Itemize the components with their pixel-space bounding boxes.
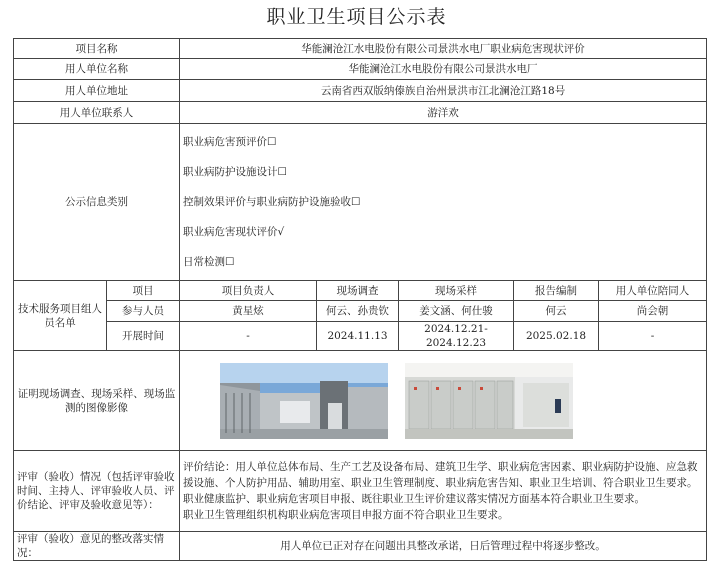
time-escort: -	[599, 322, 707, 351]
address-label: 用人单位地址	[14, 80, 180, 102]
project-name-row	[14, 39, 707, 59]
team-header-item: 项目	[107, 281, 180, 301]
rectification-label: 评审（验收）意见的整改落实情况：	[14, 532, 180, 561]
member-escort: 尚会朝	[599, 301, 707, 322]
rectification-value: 用人单位已正对存在问题出具整改承诺，日后管理过程中将逐步整改。	[180, 532, 707, 561]
review-content	[180, 451, 707, 532]
review-row	[14, 451, 707, 532]
option-status-evaluation: 职业病危害现状评价√	[183, 226, 285, 238]
site-photo-indoor	[405, 363, 573, 439]
employer-value: 华能澜沧江水电股份有限公司景洪水电厂	[180, 59, 707, 80]
site-photo-outdoor	[220, 363, 388, 439]
team-header-escort: 用人单位陪同人	[599, 281, 707, 301]
member-survey: 何云、孙贵钦	[317, 301, 399, 322]
disclosure-table	[13, 38, 707, 561]
contact-row	[14, 102, 707, 124]
team-label: 技术服务项目组人员名单	[14, 281, 107, 351]
review-label: 评审（验收）情况（包括评审验收时间、主持人、评审验收人员、评价结论、评审及验收意见等）：	[14, 451, 180, 532]
time-report: 2025.02.18	[514, 322, 599, 351]
member-sampling: 姜文涵、何仕骏	[399, 301, 514, 322]
photos-row	[14, 351, 707, 451]
team-header-survey: 现场调查	[317, 281, 399, 301]
employer-label: 用人单位名称	[14, 59, 180, 80]
contact-label: 用人单位联系人	[14, 102, 180, 124]
address-row	[14, 80, 707, 102]
member-lead: 黄星炫	[180, 301, 317, 322]
page-title: 职业卫生项目公示表	[266, 6, 447, 28]
time-sampling: 2024.12.21-2024.12.23	[399, 322, 514, 351]
time-lead: -	[180, 322, 317, 351]
project-name-value: 华能澜沧江水电股份有限公司景洪水电厂职业病危害现状评价	[180, 39, 707, 59]
info-category-options	[180, 124, 707, 281]
team-header-lead: 项目负责人	[180, 281, 317, 301]
address-value: 云南省西双版纳傣族自治州景洪市江北澜沧江路18号	[180, 80, 707, 102]
option-protection-design: 职业病防护设施设计☐	[183, 166, 287, 178]
review-conclusion: 评价结论：用人单位总体布局、生产工艺及设备布局、建筑卫生学、职业病危害因素、职业病防护设施、应急救援设施、个人防护用品、辅助用室、职业卫生管理制度、职业病危害告知、职业卫生培训、符合职业卫生要求。职业健康监护、职业病危害项目申报、既往职业卫生评价建议落实情况方面基本符合职业卫生要求。	[183, 461, 698, 505]
rectification-row	[14, 532, 707, 561]
time-survey: 2024.11.13	[317, 322, 399, 351]
info-category-label: 公示信息类别	[14, 124, 180, 281]
review-noncompliance: 职业卫生管理组织机构职业病危害项目申报方面不符合职业卫生要求。	[183, 509, 509, 521]
team-members-row	[14, 301, 707, 322]
option-routine-testing: 日常检测☐	[183, 256, 235, 268]
option-pre-evaluation: 职业病危害预评价☐	[183, 136, 277, 148]
option-control-effect: 控制效果评价与职业病防护设施验收☐	[183, 196, 361, 208]
photos-cell	[180, 351, 707, 451]
project-name-label: 项目名称	[14, 39, 180, 59]
team-time-row	[14, 322, 707, 351]
photos-label: 证明现场调查、现场采样、现场监测的图像影像	[14, 351, 180, 451]
team-header-row	[14, 281, 707, 301]
member-report: 何云	[514, 301, 599, 322]
team-header-report: 报告编制	[514, 281, 599, 301]
employer-row	[14, 59, 707, 80]
team-header-sampling: 现场采样	[399, 281, 514, 301]
info-category-row	[14, 124, 707, 281]
contact-value: 游洋欢	[180, 102, 707, 124]
members-label: 参与人员	[107, 301, 180, 322]
time-label: 开展时间	[107, 322, 180, 351]
